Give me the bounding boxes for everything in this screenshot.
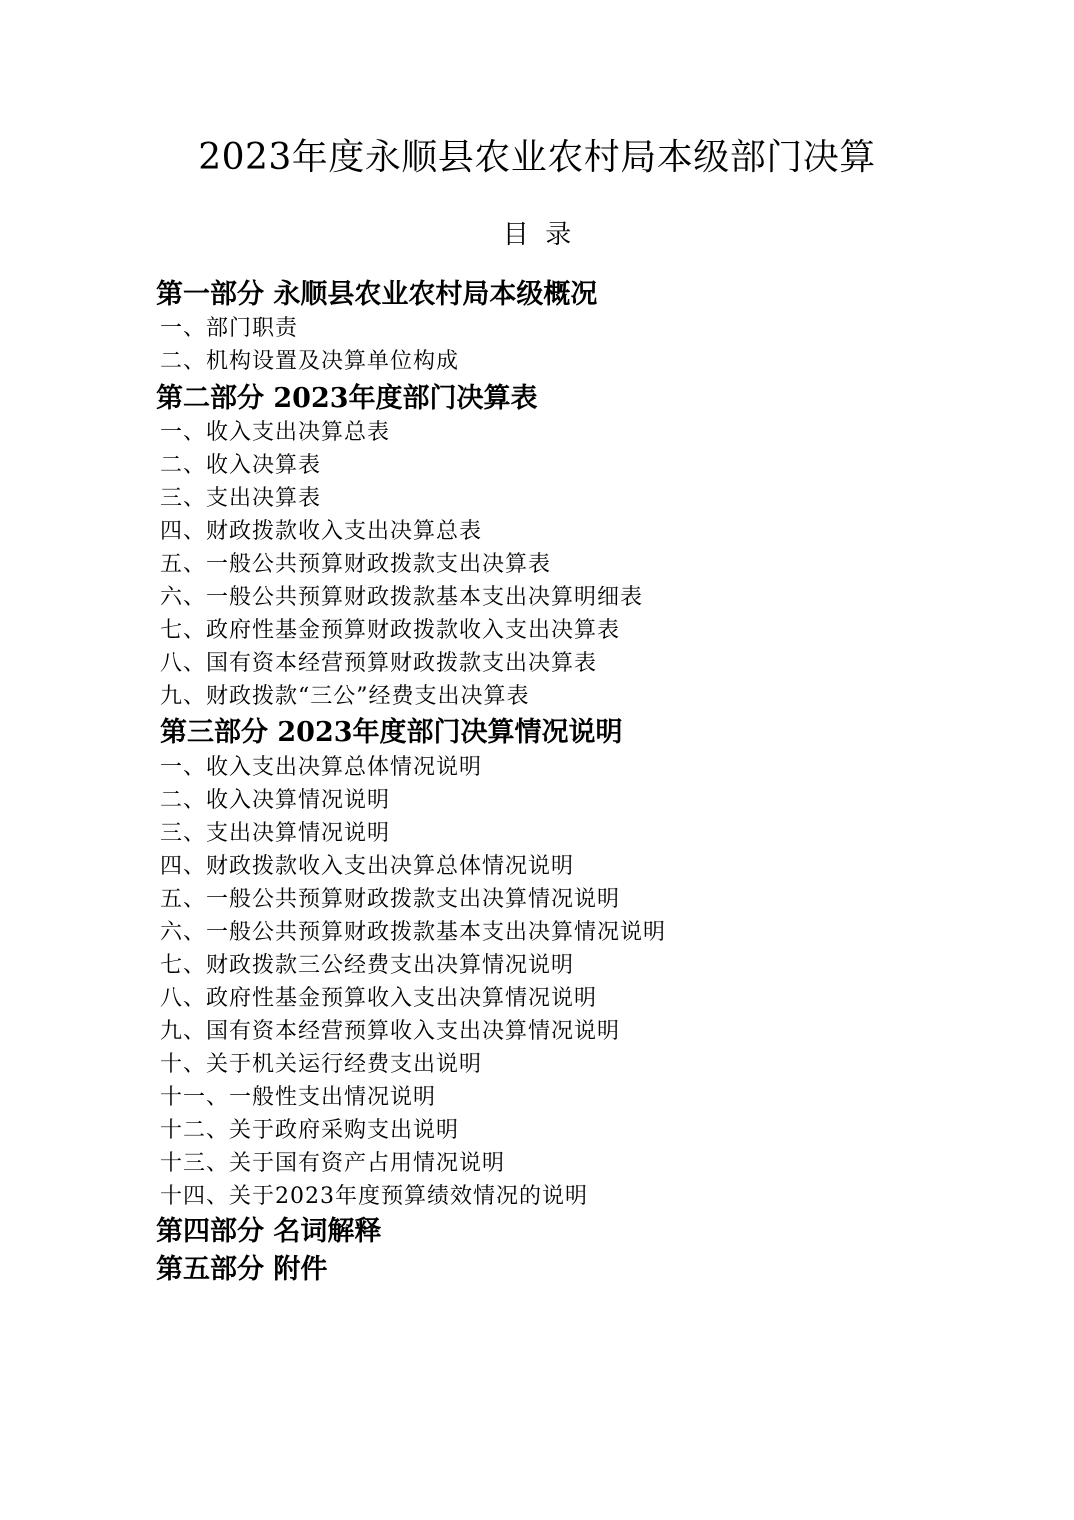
toc-item[interactable]: 五、一般公共预算财政拨款支出决算情况说明: [160, 887, 621, 912]
toc-item[interactable]: 八、国有资本经营预算财政拨款支出决算表: [160, 651, 598, 676]
toc-item[interactable]: 十一、一般性支出情况说明: [160, 1085, 437, 1110]
toc-item[interactable]: 二、收入决算表: [160, 453, 322, 478]
toc-part-4[interactable]: 第四部分 名词解释: [156, 1216, 382, 1247]
toc-item[interactable]: 八、政府性基金预算收入支出决算情况说明: [160, 986, 598, 1011]
toc-item[interactable]: 一、收入支出决算总体情况说明: [160, 755, 483, 780]
toc-part-5[interactable]: 第五部分 附件: [156, 1254, 328, 1285]
toc-part-3[interactable]: 第三部分 2023年度部门决算情况说明: [160, 717, 623, 748]
toc-item[interactable]: 六、一般公共预算财政拨款基本支出决算明细表: [160, 585, 644, 610]
toc-item[interactable]: 十二、关于政府采购支出说明: [160, 1118, 460, 1143]
toc-item[interactable]: 三、支出决算表: [160, 486, 322, 511]
toc-item[interactable]: 一、部门职责: [160, 316, 299, 341]
toc-item[interactable]: 六、一般公共预算财政拨款基本支出决算情况说明: [160, 920, 667, 945]
toc-item[interactable]: 四、财政拨款收入支出决算总表: [160, 519, 483, 544]
toc-item[interactable]: 十、关于机关运行经费支出说明: [160, 1052, 483, 1077]
toc-item[interactable]: 三、支出决算情况说明: [160, 821, 391, 846]
toc-item[interactable]: 七、政府性基金预算财政拨款收入支出决算表: [160, 618, 621, 643]
toc-item[interactable]: 二、机构设置及决算单位构成: [160, 349, 460, 374]
toc-heading: 目 录: [502, 220, 572, 250]
document-title: 2023年度永顺县农业农村局本级部门决算: [198, 137, 876, 178]
toc-item[interactable]: 五、一般公共预算财政拨款支出决算表: [160, 552, 552, 577]
toc-item[interactable]: 九、国有资本经营预算收入支出决算情况说明: [160, 1019, 621, 1044]
toc-item[interactable]: 十四、关于2023年度预算绩效情况的说明: [160, 1184, 588, 1209]
toc-item[interactable]: 十三、关于国有资产占用情况说明: [160, 1151, 506, 1176]
toc-item[interactable]: 二、收入决算情况说明: [160, 788, 391, 813]
toc-item[interactable]: 九、财政拨款“三公”经费支出决算表: [160, 684, 530, 709]
toc-part-1[interactable]: 第一部分 永顺县农业农村局本级概况: [156, 279, 598, 310]
toc-item[interactable]: 一、收入支出决算总表: [160, 420, 391, 445]
toc-item[interactable]: 七、财政拨款三公经费支出决算情况说明: [160, 953, 575, 978]
toc-item[interactable]: 四、财政拨款收入支出决算总体情况说明: [160, 854, 575, 879]
toc-part-2[interactable]: 第二部分 2023年度部门决算表: [156, 383, 538, 414]
